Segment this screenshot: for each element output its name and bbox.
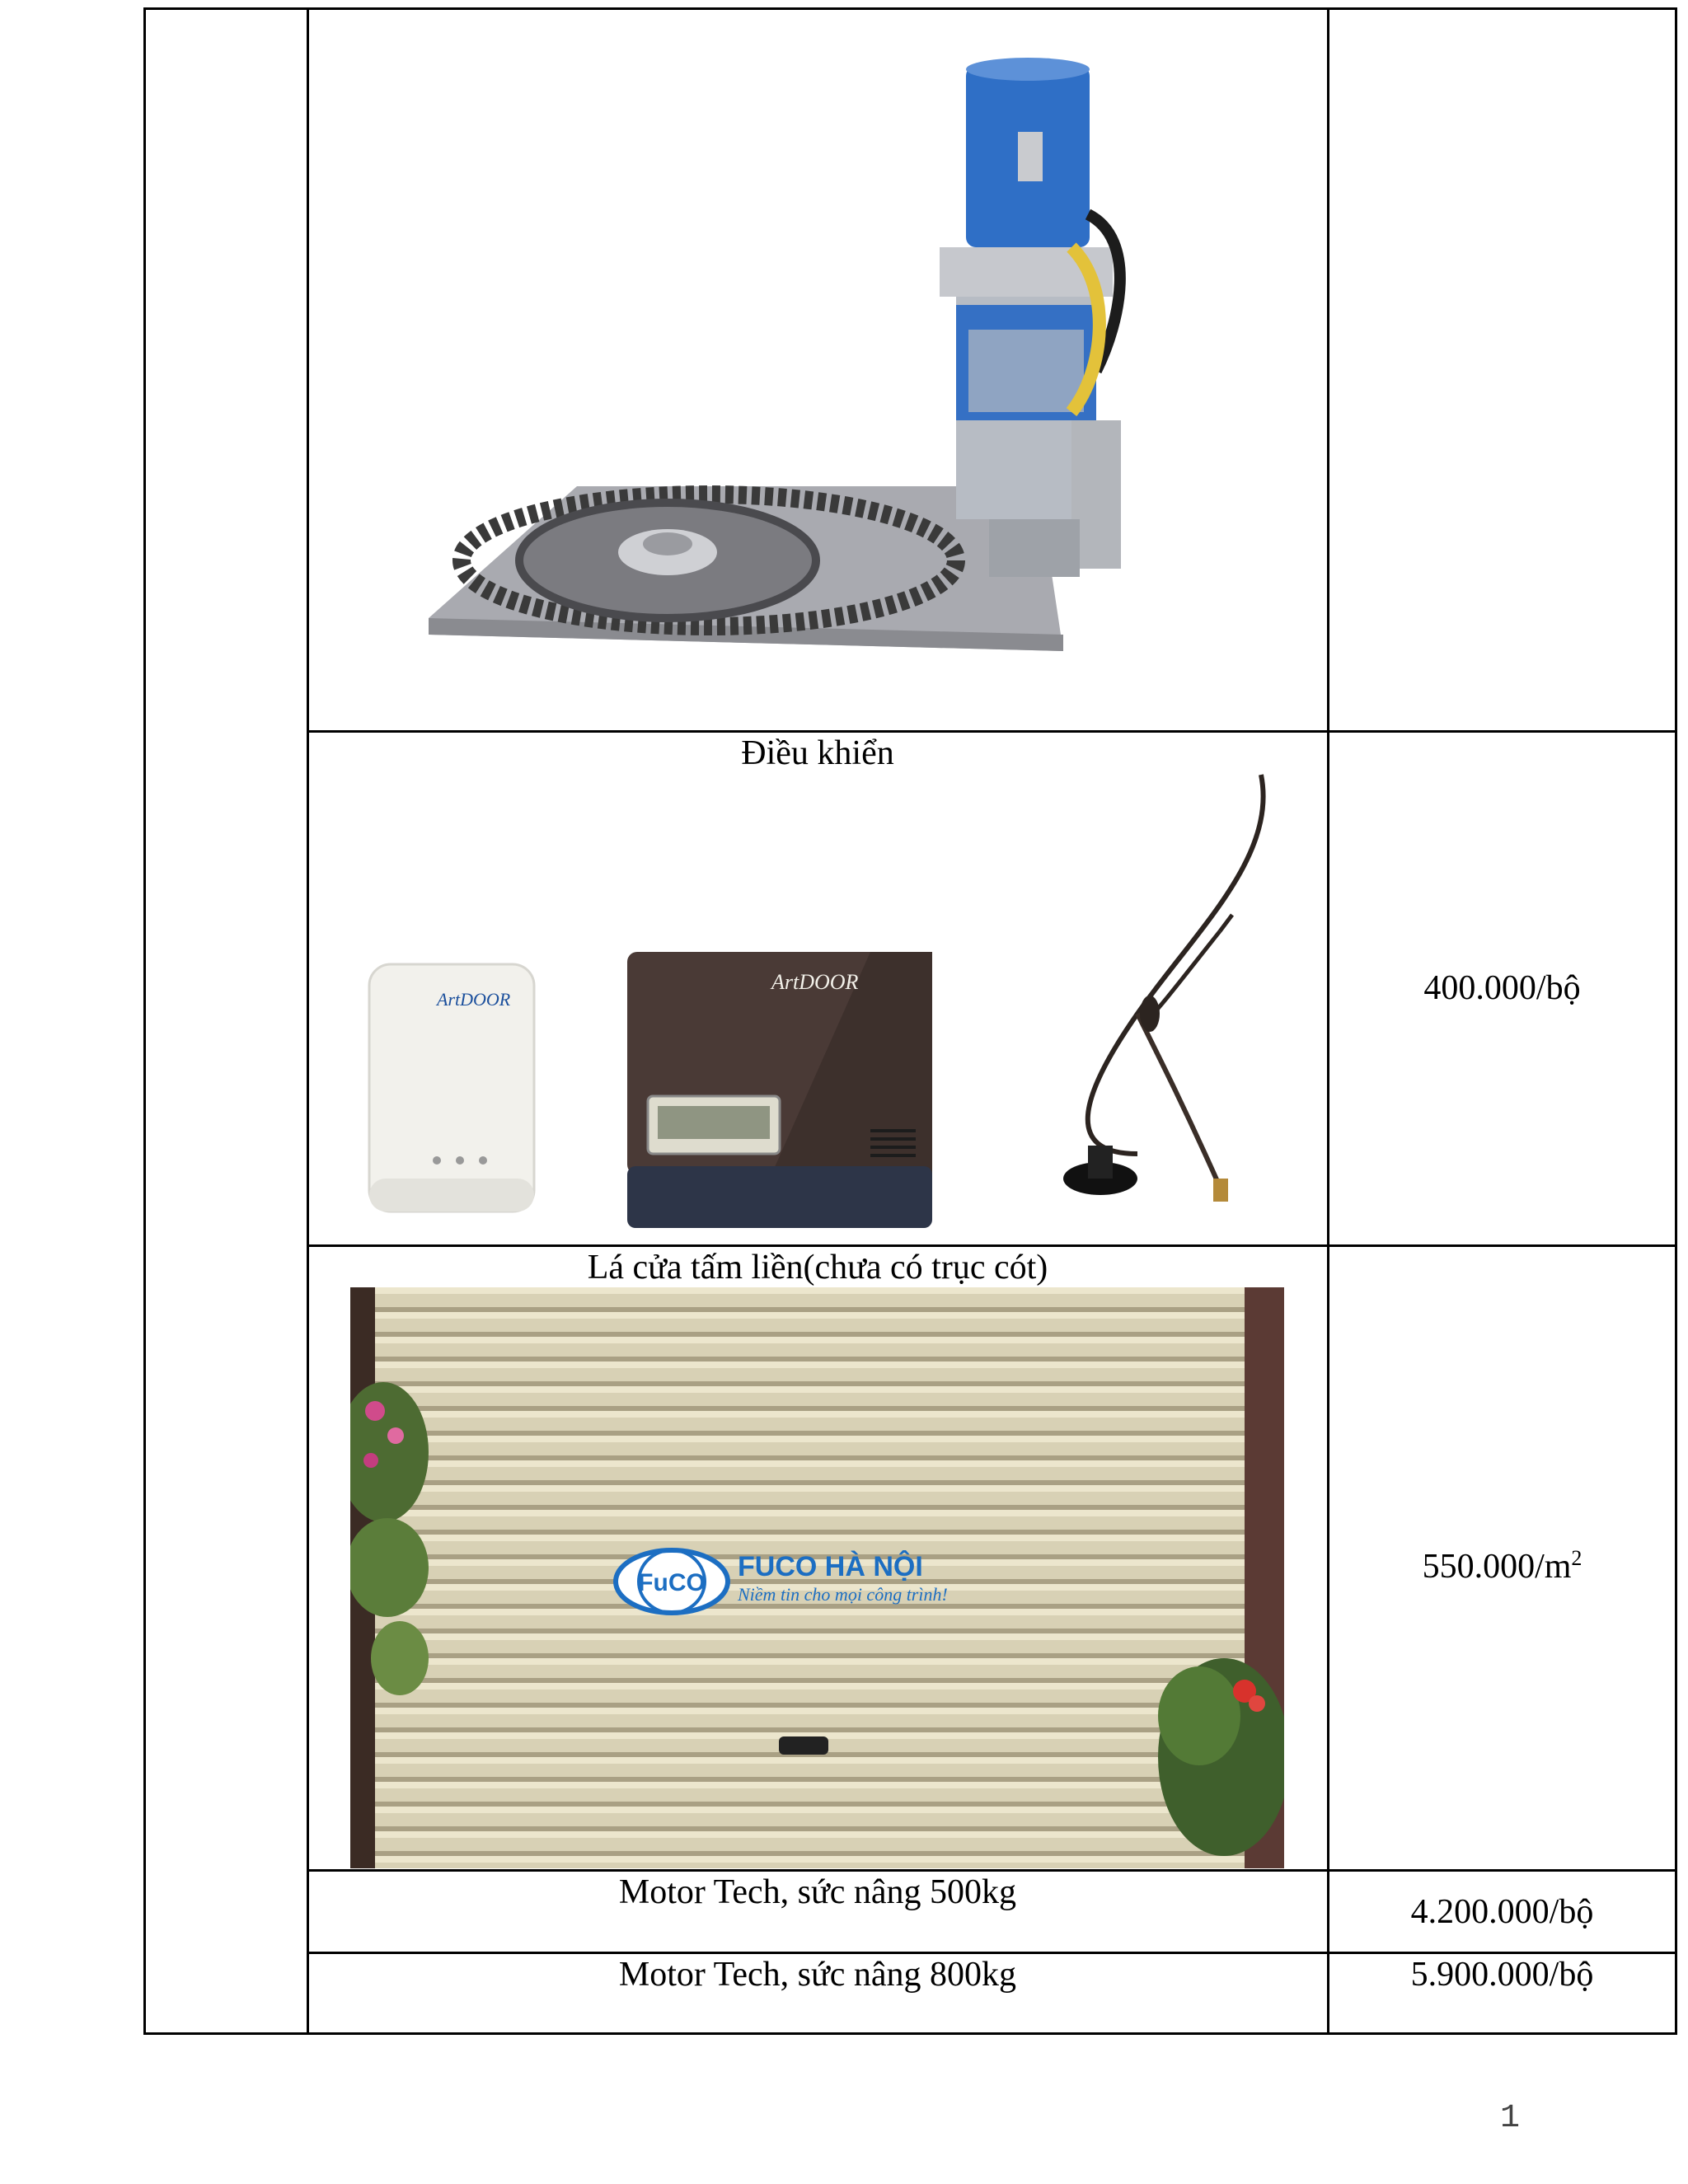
row-price-la-cua-sup: 2: [1571, 1546, 1582, 1570]
row-price-la-cua-main: 550.000/m: [1422, 1548, 1572, 1586]
row-price-la-cua: [1329, 1539, 1675, 1586]
control-box-image: [623, 948, 936, 1232]
row-divider-2: [307, 1244, 1677, 1247]
row-price-motor-800: 5.900.000/bộ: [1410, 1956, 1594, 1994]
fuco-badge-logo: FuCO: [638, 1569, 706, 1596]
row-divider-4: [307, 1952, 1677, 1954]
artdoor-logo-box: ArtDOOR: [771, 970, 859, 994]
artdoor-logo-small: ArtDOOR: [437, 989, 511, 1010]
remote-receiver-image: [363, 956, 544, 1220]
table-border-col1: [307, 7, 309, 2035]
row-divider-1: [307, 730, 1677, 733]
fuco-slogan-logo: Niềm tin cho mọi công trình!: [738, 1584, 948, 1605]
row-label-la-cua: Lá cửa tấm liền(chưa có trục cót): [587, 1249, 1048, 1286]
rolling-door-image: [350, 1287, 1284, 1868]
row-price-dieu-khien: 400.000/bộ: [1423, 969, 1581, 1007]
antenna-image: [1030, 766, 1294, 1212]
table-border-left: [143, 7, 146, 2035]
row-price-motor-500: 4.200.000/bộ: [1410, 1893, 1594, 1931]
fuco-name-logo: FUCO HÀ NỘI: [738, 1551, 923, 1582]
row-label-motor-800: Motor Tech, sức nâng 800kg: [618, 1956, 1017, 1994]
table-border-top: [143, 7, 1677, 10]
row-label-motor-500: Motor Tech, sức nâng 500kg: [618, 1873, 1017, 1911]
table-border-bottom: [143, 2032, 1677, 2035]
row-label-dieu-khien: Điều khiển: [741, 734, 894, 772]
page-number: 1: [1500, 2100, 1521, 2137]
table-border-col2: [1327, 7, 1329, 2035]
motor-image: [412, 58, 1137, 659]
table-border-right: [1675, 7, 1677, 2035]
row-divider-3: [307, 1869, 1677, 1872]
